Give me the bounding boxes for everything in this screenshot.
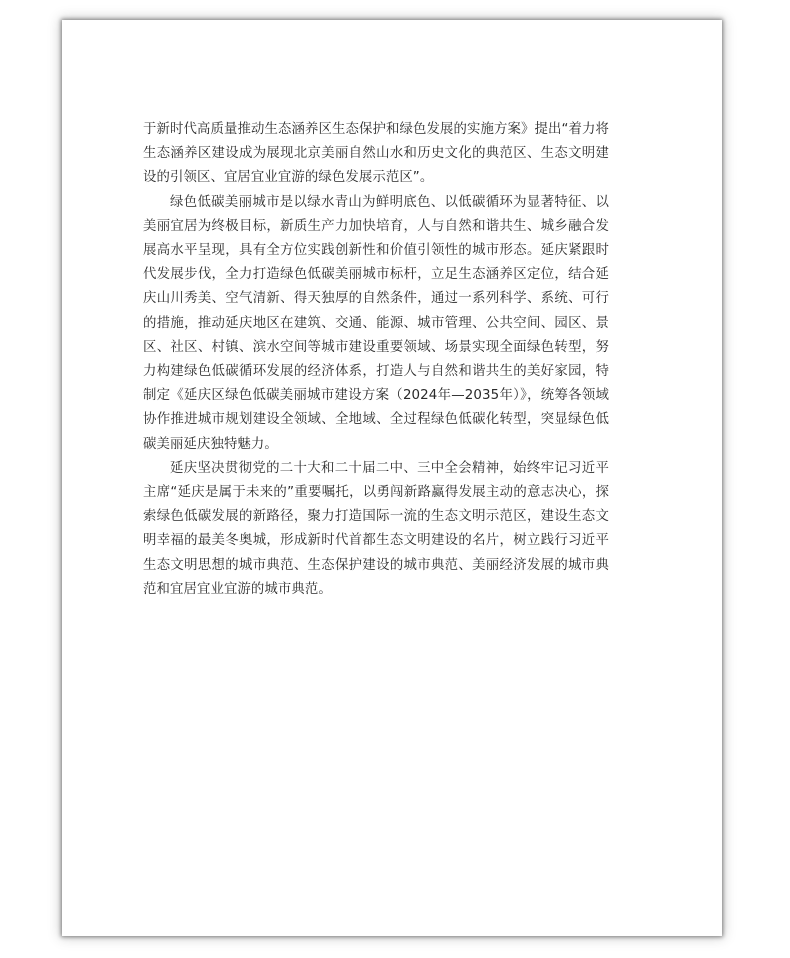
document-body — [143, 118, 609, 602]
paragraph-2: 绿色低碳美丽城市是以绿水青山为鲜明底色、以低碳循环为显著特征、以美丽宜居为终极目标，新质生产力加快培育，人与自然和谐共生、城乡融合发展高水平呈现，具有全方位实践创新性和价值引领性的城市形态。延庆紧跟时代发展步伐，全力打造绿色低碳美丽城市标杆，立足生态涵养区定位，结合延庆山川秀美、空气清新、得天独厚的自然条件，通过一系列科学、系统、可行的措施，推动延庆地区在建筑、交通、能源、城市管理、公共空间、园区、景区、社区、村镇、滨水空间等城市建设重要领域、场景实现全面绿色转型，努力构建绿色低碳循环发展的经济体系，打造人与自然和谐共生的美好家园，特制定《延庆区绿色低碳美丽城市建设方案（2024年—2035年）》，统筹各领域协作推进城市规划建设全领域、全地域、全过程绿色低碳化转型，突显绿色低碳美丽延庆独特魅力。 — [143, 194, 609, 452]
paragraph-3: 延庆坚决贯彻党的二十大和二十届二中、三中全会精神，始终牢记习近平主席“延庆是属于未来的”重要嘱托，以勇闯新路赢得发展主动的意志决心，探索绿色低碳发展的新路径，聚力打造国际一流的生态文明示范区，建设生态文明幸福的最美冬奥城，形成新时代首都生态文明建设的名片，树立践行习近平生态文明思想的城市典范、生态保护建设的城市典范、美丽经济发展的城市典范和宜居宜业宜游的城市典范。 — [143, 460, 609, 597]
paragraph-1: 于新时代高质量推动生态涵养区生态保护和绿色发展的实施方案》提出“着力将生态涵养区建设成为展现北京美丽自然山水和历史文化的典范区、生态文明建设的引领区、宜居宜业宜游的绿色发展示范区”。 — [143, 122, 609, 186]
